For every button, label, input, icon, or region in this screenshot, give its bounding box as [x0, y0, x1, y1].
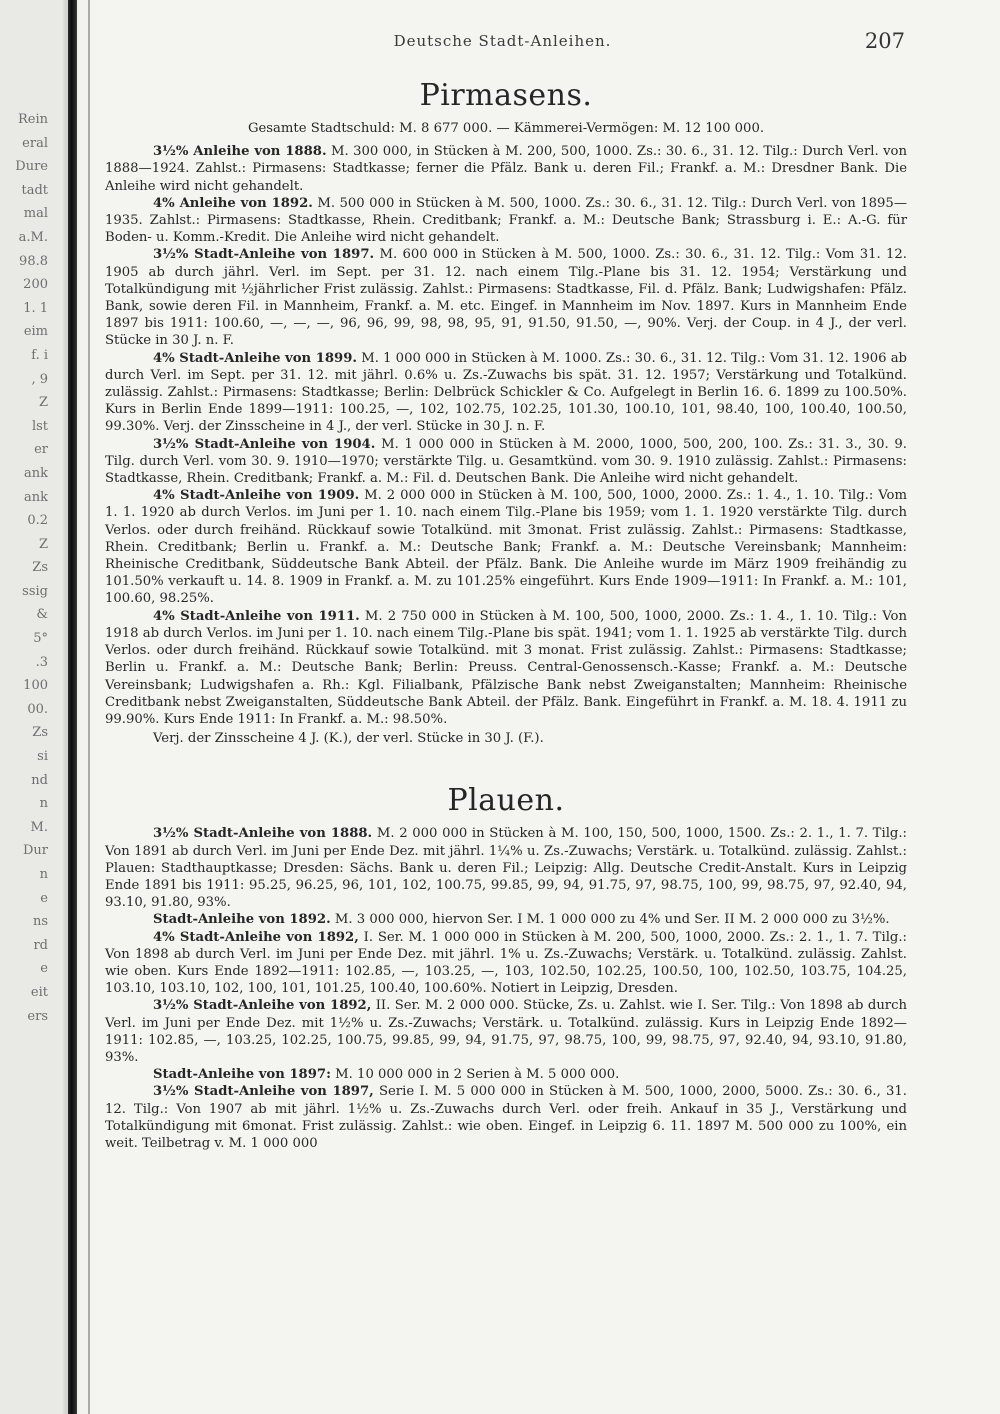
bond-entry [105, 825, 907, 911]
bleed-fragment: , 9 [31, 371, 48, 387]
bond-details: II. Ser. M. 2 000 000. Stücke, Zs. u. Zahlst. wie I. Ser. Tilg.: Von 1898 ab durch Verl. im Juni per Ende Dez. mit 1½% u. Zs.-Zuwachs; Verstärk. u. Totalkünd. zulässig. Kurs in Leipzig Ende 1892—1911: 102.85, —, 103.25, 102.25, 100.75, 99.85, 99, 94, 91.75, 97, 98.75, 100, 99, 98.75, 97, 92.40, 94, 93.10, 91.80, 93%. [105, 998, 907, 1065]
bleed-fragment: eral [22, 135, 48, 151]
bond-heading: 4% Stadt-Anleihe von 1909. [153, 488, 360, 504]
bleed-fragment: f. i [31, 347, 48, 363]
bleed-fragment: mal [23, 206, 48, 222]
bleed-fragment: Z [38, 395, 48, 411]
bleed-fragment: nd [31, 772, 48, 788]
bleed-fragment: 100 [23, 678, 48, 694]
page-fold-shadow [88, 0, 90, 1414]
bond-entry [105, 143, 907, 195]
bond-heading: 3½% Anleihe von 1888. [153, 144, 327, 160]
bond-entry [105, 929, 907, 998]
facing-page-bleed-text [0, 108, 48, 1024]
bond-details: M. 500 000 in Stücken à M. 500, 1000. Zs.: 30. 6., 31. 12. Tilg.: Durch Verl. von 1895—1935. Zahlst.: Pirmasens: Stadtkasse, Rhein. Creditbank; Frankf. a. M.: Deutsche Bank; Strassburg i. E.: A.-G. für Boden- u. Komm.-Kredit. Die Anleihe wird nicht gehandelt. [105, 195, 908, 246]
bond-heading: 4% Stadt-Anleihe von 1899. [153, 350, 357, 366]
bleed-fragment: 200 [23, 277, 48, 293]
bleed-fragment: ns [32, 914, 48, 930]
bond-heading: 4% Stadt-Anleihe von 1911. [153, 608, 360, 624]
bond-entry [105, 487, 907, 607]
bond-entry [105, 997, 907, 1066]
bleed-fragment: 1. 1 [23, 300, 48, 316]
bond-heading: 3½% Stadt-Anleihe von 1897. [153, 247, 375, 263]
section-footnote: Verj. der Zinsscheine 4 J. (K.), der verl. Stücke in 30 J. (F.). [153, 731, 544, 747]
bleed-fragment: Rein [17, 112, 48, 127]
bleed-fragment: 00. [27, 701, 48, 717]
bond-details: M. 300 000, in Stücken à M. 200, 500, 1000. Zs.: 30. 6., 31. 12. Tilg.: Durch Verl. von 1888—1924. Zahlst.: Pirmasens: Stadtkasse; ferner die Pfälz. Bank u. deren Fil.; Frankf. a. M.: Dresdner Bank. Die Anleihe wird nicht gehandelt. [105, 144, 907, 194]
bond-details: M. 2 000 000 in Stücken à M. 100, 500, 1000, 2000. Zs.: 1. 4., 1. 10. Tilg.: Vom 1. 1. 1920 ab durch Verlos. im Juni per 1. 10. nach einem Tilg.-Plane bis 1959; vom 1. 1. 1920 verstärkte Tilg. durch Verlos. oder durch freihänd. Rückkauf sowie Totalkünd. mit 3monat. Frist zulässig. Zahlst.: Pirmasens: Stadtkasse, Rhein. Creditbank; Berlin u. Frankf. a. M.: Deutsche Bank; Frankf. a. M.: Deutsche Vereinsbank; Mannheim: Rheinische Creditbank, Süddeutsche Bank Abteil. der Pfälz. Bank. Die Anleihe wurde im März 1909 freihändig zu 101.50% verkauft u. 14. 8. 1909 in Frankf. a. M. zu 101.25% eingeführt. Kurs Ende 1909—1911: In Frankf. a. M.: 101, 100.60, 98.25%. [105, 488, 907, 607]
bond-heading: 3½% Stadt-Anleihe von 1892, [153, 998, 372, 1014]
bleed-fragment: ank [23, 465, 48, 481]
bleed-fragment: Z [38, 536, 48, 552]
bond-entry [105, 608, 907, 728]
page-fold-line [68, 0, 77, 1414]
page-content [105, 76, 907, 1152]
bond-details: M. 2 000 000 in Stücken à M. 100, 150, 500, 1000, 1500. Zs.: 2. 1., 1. 7. Tilg.: Von 1891 ab durch Verl. im Juni per Ende Dez. mit jährl. 1¼% u. Zs.-Zuwachs; Verstärk. u. Totalkünd. zulässig. Zahlst.: Plauen: Stadthauptkasse; Dresden: Sächs. Bank u. deren Fil.; Leipzig: Allg. Deutsche Credit-Anstalt. Kurs in Leipzig Ende 1891 bis 1911: 95.25, 96.25, 96, 101, 102, 100.75, 99.85, 99, 94, 91.75, 97, 98.75, 100, 99, 98.75, 97, 92.40, 94, 93.10, 91.80, 93%. [105, 826, 907, 911]
bond-details: M. 1 000 000 in Stücken à M. 2000, 1000, 500, 200, 100. Zs.: 31. 3., 30. 9. Tilg. durch Verl. vom 30. 9. 1910—1970; verstärkte Tilg. u. Gesamtkünd. vom 30. 9. 1910 zulässig. Zahlst.: Pirmasens: Stadtkasse, Rhein. Creditbank; Frankf. a. M.: Fil. d. Deutschen Bank. Die Anleihe wird nicht gehandelt. [105, 436, 908, 487]
section-title: Plauen. [447, 783, 565, 819]
page-number: 207 [864, 29, 905, 53]
bleed-fragment: e [40, 890, 48, 906]
bond-details: Serie I. M. 5 000 000 in Stücken à M. 500, 1000, 2000, 5000. Zs.: 30. 6., 31. 12. Tilg.: Von 1907 ab mit jährl. 1½% u. Zs.-Zuwachs durch Verl. oder freih. Ankauf in 35 J., Verstärkung und Totalkündigung mit 6monat. Frist zulässig. Zahlst.: wie oben. Eingef. in Leipzig 6. 11. 1897 M. 500 000 zu 100%, ein weit. Teilbetrag v. M. 1 000 000 [105, 1084, 907, 1151]
bond-entry [105, 436, 907, 488]
bond-heading: Stadt-Anleihe von 1892. [153, 912, 331, 928]
bond-entry [105, 1083, 907, 1152]
bleed-fragment: .3 [35, 654, 48, 670]
running-title: Deutsche Stadt-Anleihen. [393, 32, 612, 50]
section-plauen [105, 781, 907, 1152]
bleed-fragment: ssig [22, 583, 48, 599]
bleed-fragment: Zs [32, 725, 48, 741]
bleed-fragment: eit [30, 984, 48, 1000]
bond-heading: 3½% Stadt-Anleihe von 1888. [153, 826, 373, 842]
bleed-fragment: 0.2 [27, 513, 48, 529]
running-head [100, 29, 905, 56]
section-title: Pirmasens. [419, 78, 593, 113]
bond-details: M. 600 000 in Stücken à M. 500, 1000. Zs.: 30. 6., 31. 12. Tilg.: Vom 31. 12. 1905 ab durch jährl. Verl. im Sept. per 31. 12. nach einem Tilg.-Plane bis 31. 12. 1954; Verstärkung und Totalkündigung mit ½jährlicher Frist zulässig. Zahlst.: Pirmasens: Stadtkasse, Fil. d. Pfälz. Bank; Ludwigshafen: Pfälz. Bank, sowie deren Fil. in Mannheim, Frankf. a. M. etc. Eingef. in Mannheim im Nov. 1897. Kurs in Mannheim Ende 1897 bis 1911: 100.60, —, —, —, 96, 96, 99, 98, 98, 95, 91, 91.50, 91.50, —, 90%. Verj. der Coup. in 4 J., der verl. Stücke in 30 J. n. F. [105, 247, 908, 349]
bleed-fragment: e [40, 961, 48, 977]
bleed-fragment: Dur [22, 843, 48, 859]
bond-entry [105, 911, 907, 928]
bond-details: M. 10 000 000 in 2 Serien à M. 5 000 000. [335, 1067, 620, 1083]
bond-heading: 3½% Stadt-Anleihe von 1897, [153, 1084, 374, 1100]
bleed-fragment: si [37, 749, 48, 765]
bond-entry [105, 195, 907, 247]
bleed-fragment: rd [33, 937, 48, 953]
bond-entry [105, 1066, 907, 1083]
section-spacer [105, 747, 907, 781]
bond-entry [105, 246, 907, 349]
bleed-fragment: a.M. [18, 229, 48, 245]
bleed-fragment: M. [30, 819, 48, 835]
bleed-fragment: eim [23, 324, 48, 340]
bond-heading: Stadt-Anleihe von 1897: [153, 1067, 331, 1083]
bleed-fragment: ank [23, 489, 48, 505]
bleed-fragment: 5° [33, 631, 48, 647]
bleed-fragment: n [39, 867, 48, 882]
bleed-fragment: Dure [15, 159, 48, 175]
section-pirmasens [105, 76, 907, 747]
bond-heading: 4% Anleihe von 1892. [153, 195, 313, 211]
bond-heading: 3½% Stadt-Anleihe von 1904. [153, 436, 376, 452]
bleed-fragment: 98.8 [19, 253, 48, 269]
bleed-fragment: n [39, 796, 48, 812]
bond-details: M. 3 000 000, hiervon Ser. I M. 1 000 000 zu 4% und Ser. II M. 2 000 000 zu 3½%. [334, 912, 890, 928]
bond-details: M. 1 000 000 in Stücken à M. 1000. Zs.: 30. 6., 31. 12. Tilg.: Vom 31. 12. 1906 ab durch Verl. im Sept. per 31. 12. mit jährl. 0.6% u. Zs.-Zuwachs bis spät. 31. 12. 1957; Verstärkung und Totalkünd. zulässig. Zahlst.: Pirmasens: Stadtkasse; Berlin: Delbrück Schickler & Co. Aufgelegt in Berlin 16. 6. 1899 zu 100.50%. Kurs in Berlin Ende 1899—1911: 100.25, —, 102, 102.75, 102.25, 101.30, 100.10, 101, 98.40, 100, 100.40, 100.50, 99.30%. Verj. der Zinsscheine in 4 J., der verl. Stücke in 30 J. n. F. [105, 350, 907, 435]
bleed-fragment: tadt [21, 182, 48, 198]
section-intro: Gesamte Stadtschuld: M. 8 677 000. — Kämmerei-Vermögen: M. 12 100 000. [247, 121, 765, 136]
bond-details: M. 2 750 000 in Stücken à M. 100, 500, 1000, 2000. Zs.: 1. 4., 1. 10. Tilg.: Von 1918 ab durch Verlos. im Juni per 1. 10. nach einem Tilg.-Plane bis spät. 1941; vom 1. 1. 1925 ab verstärkte Tilg. durch Verlos. oder durch freihänd. Rückkauf sowie Totalkünd. mit 3 monat. Frist zulässig. Zahlst.: Pirmasens: Stadtkasse; Berlin u. Frankf. a. M.: Deutsche Bank; Berlin: Preuss. Central-Genossensch.-Kasse; Frankf. a. M.: Deutsche Vereinsbank; Ludwigshafen a. Rh.: Kgl. Filialbank, Pfälzische Bank nebst Zweiganstalten; Mannheim: Rheinische Creditbank nebst Zweiganstalten, Süddeutsche Bank Abteil. der Pfälz. Bank. Eingeführt in Frankf. a. M. 18. 4. 1911 zu 99.90%. Kurs Ende 1911: In Frankf. a. M.: 98.50%. [105, 608, 907, 727]
bleed-fragment: er [34, 442, 48, 458]
bleed-fragment: ers [27, 1008, 48, 1024]
bond-entry [105, 350, 907, 436]
bleed-fragment: lst [31, 418, 48, 434]
bleed-fragment: & [36, 607, 48, 623]
bleed-fragment: Zs [32, 560, 48, 576]
bond-details: I. Ser. M. 1 000 000 in Stücken à M. 200, 500, 1000, 2000. Zs.: 2. 1., 1. 7. Tilg.: Von 1898 ab durch Verl. im Juni per Ende Dez. mit jährl. 1% u. Zs.-Zuwachs; Verstärk. u. Totalkünd. zulässig. Zahlst. wie oben. Kurs Ende 1892—1911: 102.85, —, 103.25, —, 103, 102.50, 102.25, 100.50, 100, 102.50, 103.75, 104.25, 103.10, 103.10, 102, 100, 101, 101.25, 100.40, 100.60%. Notiert in Leipzig, Dresden. [105, 929, 907, 997]
bond-heading: 4% Stadt-Anleihe von 1892, [153, 929, 359, 945]
